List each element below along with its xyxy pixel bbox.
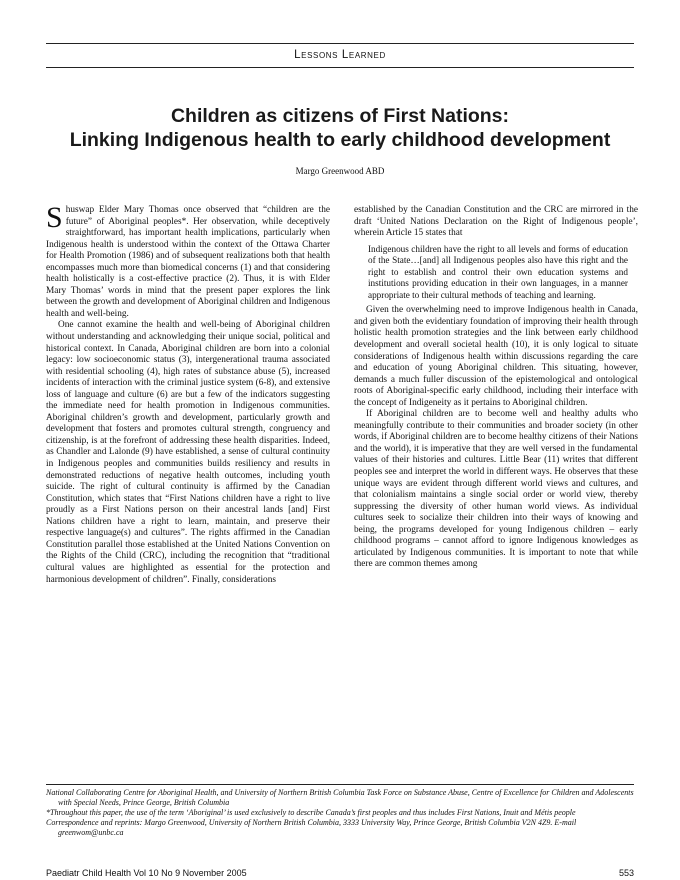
title-line-2: Linking Indigenous health to early childhood development: [69, 129, 611, 151]
paragraph: If Aboriginal children are to become well and healthy adults who meaningfully contribute to their communities and broader society (in other words, if Aboriginal children are to become healthy citizens of their Nations and the world), it is imperative that they are well versed in the fundamental values of their histories and cultures. Little Bear (11) writes that different peoples see and interpret the world in different ways. He observes that these unique ways are evident through different world views and cultures, and that colonialism maintains a single social order or world view, thereby suppressing the diversity of other human world views. As individual cultures seek to socialize their children into their ways of knowing and being, the programs developed for young Indigenous children – early childhood programs – cannot afford to ignore Indigenous knowledges as articulated by Indigenous communities. It is important to note that while there are common themes among: [354, 409, 638, 570]
paragraph: established by the Canadian Constitution and the CRC are mirrored in the draft ‘United Nations Declaration on the Right of Indigenous people’, wherein Article 15 states that: [354, 205, 638, 239]
journal-citation: Paediatr Child Health Vol 10 No 9 November 2005: [46, 868, 247, 878]
author-byline: Margo Greenwood ABD: [295, 166, 385, 176]
paragraph: One cannot examine the health and well-being of Aboriginal children without understanding and acknowledging their unique social, political and historical context. In Canada, Aboriginal children are born into a colonial legacy: low socioeconomic status (3), intergenerational trauma associated with residential schooling (4), high rates of substance abuse (5), increased incidents of interaction with the criminal justice system (6-8), and extensive loss of language and culture (6) are but a few of the indicators suggesting the immediate need for health promotion in Indigenous communities. Aboriginal children’s growth and development, particularly growth and development that fosters and promotes cultural strength, congruency and citizenship, is at the forefront of addressing these health disparities. Indeed, as Chandler and Lalonde (9) have established, a sense of cultural continuity in Indigenous peoples and communities builds resiliency and results in demonstrated reductions of negative health outcomes, including youth suicide. The right of cultural continuity is affirmed by the Canadian Constitution, which states that “First Nations children have a right to live proudly as a First Nations person on their ancestral lands [and] First Nations children have a right to learn, maintain, and preserve their respective language(s) and cultures”. The rights affirmed in the Canadian Constitution parallel those established at the United Nations Convention on the Rights of the Child (CRC), including the recognition that “traditional cultural values are highlighted as essential for the protection and harmonious development of children”. Finally, considerations: [46, 320, 330, 585]
header-rule-top: [46, 43, 634, 44]
body-column-left: [46, 205, 330, 778]
footnote-terminology: *Throughout this paper, the use of the term ‘Aboriginal’ is used exclusively to describe Canada’s first peoples and thus includes First Nations, Inuit and Métis people: [46, 808, 576, 817]
footnote-affiliation: National Collaborating Centre for Aboriginal Health, and University of Northern British Columbia Task Force on Substance Abuse, Centre of Excellence for Children and Adolescents with Special Needs, Prince George, British Columbia: [46, 788, 634, 807]
body-column-right: [354, 205, 638, 778]
header-rule-bottom: [46, 67, 634, 68]
paragraph: [46, 205, 330, 320]
block-quote: Indigenous children have the right to all levels and forms of education of the State…[and] all Indigenous peoples also have this right and the right to establish and control their own education systems and institutions providing education in their own languages, in a manner appropriate to their cultural methods of teaching and learning.: [368, 243, 628, 300]
paragraph: Given the overwhelming need to improve Indigenous health in Canada, and given both the evidentiary foundation of improving their health through holistic health promotion strategies and the link between early childhood development and overall societal health (10), it is only logical to situate considerations of Indigenous health within discussions regarding the care and education of young Aboriginal children. This situating, however, demands a much fuller discussion of the epistemological and ontological roots of Aboriginal-specific early childhood, including their interface with the concept of Indigeneity as it pertains to Aboriginal children.: [354, 305, 638, 408]
section-label: Lessons Learned: [294, 49, 386, 61]
article-title: [46, 104, 634, 152]
footnote-correspondence: Correspondence and reprints: Margo Greenwood, University of Northern British Columbia, 3333 University Way, Prince George, British Columbia V2N 4Z9. E-mail greenwom@unbc.ca: [46, 818, 577, 837]
footnote-rule: [46, 784, 634, 785]
page-number: 553: [618, 868, 634, 878]
title-line-1: Children as citizens of First Nations:: [170, 105, 510, 127]
footnotes: [46, 788, 634, 838]
paragraph-text: huswap Elder Mary Thomas once observed that “children are the future” of Aboriginal peoples*. Her observation, while deceptively straightforward, has important health implications, particularly when Indigenous health is understood within the context of the Ottawa Charter for Health Promotion (1986) and of subsequent realizations both that health encompasses much more than biomedical concerns (1) and that considering health holistically is a cost-effective practice (2). Thus, it is with Elder Mary Thomas’ words in mind that the present paper explores the link between the growth and development of Aboriginal children and Indigenous health and well-being.: [46, 205, 330, 319]
drop-cap: S: [46, 205, 63, 234]
